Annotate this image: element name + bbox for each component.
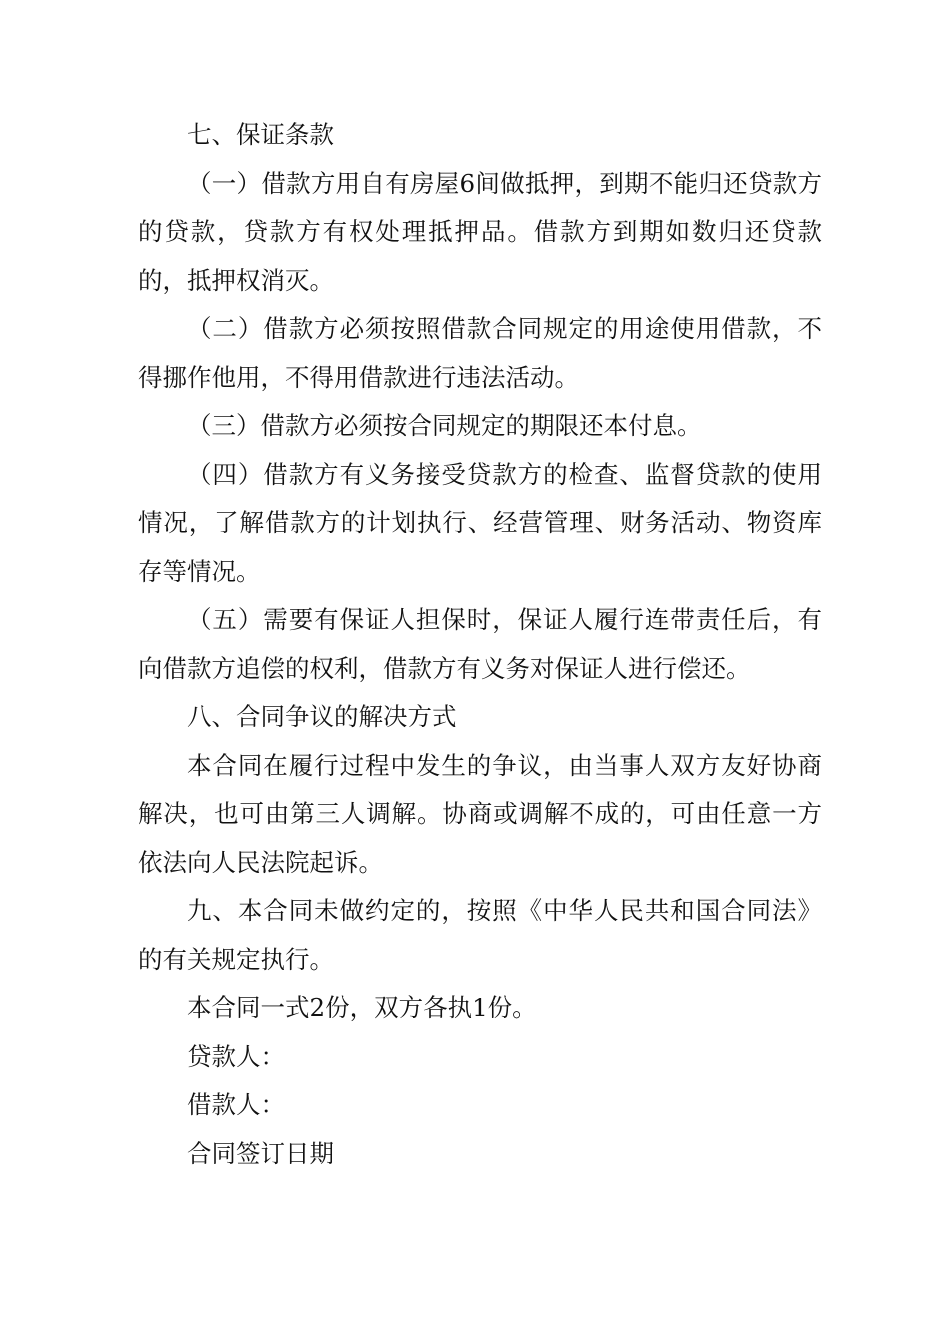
clause-paragraph: 本合同在履行过程中发生的争议，由当事人双方友好协商解决，也可由第三人调解。协商或调解不成的，可由任意一方依法向人民法院起诉。 <box>138 750 822 877</box>
copies-statement: 本合同一式2份，双方各执1份。 <box>187 993 537 1022</box>
clause-paragraph: （二）借款方必须按照借款合同规定的用途使用借款，不得挪作他用，不得用借款进行违法活动。 <box>138 314 822 392</box>
section-heading-guarantee: 七、保证条款 <box>187 120 334 149</box>
clause-paragraph: （五）需要有保证人担保时，保证人履行连带责任后，有向借款方追偿的权利，借款方有义务对保证人进行偿还。 <box>138 605 822 683</box>
borrower-signature-line: 借款人： <box>187 1090 285 1119</box>
section-heading-dispute: 八、合同争议的解决方式 <box>187 702 457 731</box>
section-heading-other: 九、本合同未做约定的，按照《中华人民共和国合同法》的有关规定执行。 <box>138 896 822 974</box>
lender-signature-line: 贷款人： <box>187 1041 285 1071</box>
signing-date-line: 合同签订日期 <box>187 1138 334 1168</box>
clause-paragraph: （三）借款方必须按合同规定的期限还本付息。 <box>187 411 702 440</box>
document-page <box>138 111 822 1178</box>
clause-paragraph: （四）借款方有义务接受贷款方的检查、监督贷款的使用情况，了解借款方的计划执行、经营管理、财务活动、物资库存等情况。 <box>138 459 822 586</box>
clause-paragraph: （一）借款方用自有房屋6间做抵押，到期不能归还贷款方的贷款，贷款方有权处理抵押品。借款方到期如数归还贷款的，抵押权消灭。 <box>138 168 822 295</box>
